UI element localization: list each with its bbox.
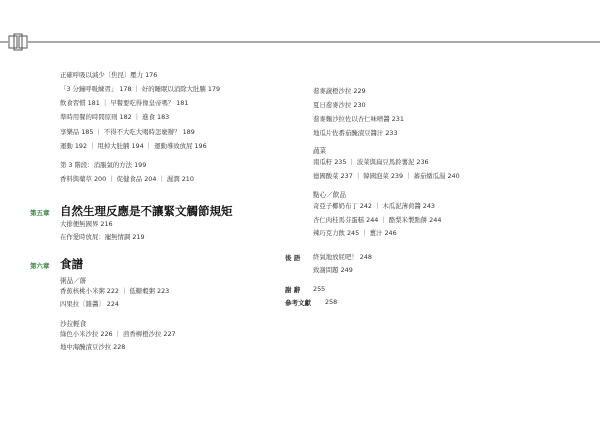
toc-entry[interactable]: 奇亞子椰奶布丁 242 ｜ 木瓜泥薄荷醬 243 <box>313 202 435 210</box>
toc-entry[interactable]: 地中海醃漬豆沙拉 228 <box>60 343 126 351</box>
toc-entry[interactable]: 準時用餐的時間原則 182 ｜ 進食 183 <box>60 113 170 121</box>
section-heading: 沙拉輕食 <box>60 320 87 328</box>
thanks-page: 255 <box>313 285 326 293</box>
chapter-5-label: 第五章 <box>30 209 50 217</box>
toc-entry[interactable]: 地瓜片佐番茄醃漬豆醬汁 233 <box>313 129 398 137</box>
toc-entry[interactable]: 蕎麥麵沙拉佐以杏仁味噌醬 231 <box>313 115 404 123</box>
header-ornament <box>0 33 600 51</box>
toc-entry[interactable]: 第 3 階段：消脹氣的方法 199 <box>60 161 147 169</box>
toc-entry[interactable]: 四果拉〔雜醬〕 224 <box>60 300 119 308</box>
section-heading: 蔬菜 <box>313 147 327 155</box>
toc-entry[interactable]: 辣巧克力飲 245 ｜ 薑汁 246 <box>313 229 397 237</box>
chapter-6-title[interactable]: 食譜 <box>60 257 83 271</box>
section-heading: 點心／飲品 <box>313 191 346 199</box>
references-label[interactable]: 參考文獻 <box>285 299 311 307</box>
section-heading: 粥品／餅 <box>60 277 87 285</box>
toc-entry[interactable]: 大排便無國界 216 <box>60 220 113 228</box>
chapter-5-title[interactable]: 自然生理反應是不讓緊文觸節規矩 <box>60 204 233 218</box>
afterword-label: 後 語 <box>285 254 301 262</box>
thanks-label[interactable]: 謝 辭 <box>285 286 301 294</box>
chapter-6-label: 第六章 <box>30 262 50 270</box>
toc-entry[interactable]: 正確呼吸以減少〔焦昆〕壓力 176 <box>60 71 158 79</box>
toc-entry[interactable]: 杏仁肉桂馬芬蛋糕 244 ｜ 酪梨米製點餅 244 <box>313 216 442 224</box>
toc-entry[interactable]: 香料與藥草 200 ｜ 促健食品 204 ｜ 濕潤 210 <box>60 175 194 183</box>
toc-entry[interactable]: 南瓜籽 235 ｜ 波菜與扁豆馬鈴薯泥 236 <box>313 158 429 166</box>
toc-entry[interactable]: 蕎麥蔬橙沙拉 229 <box>313 87 366 95</box>
toc-entry[interactable]: 「3 分鐘呼吸練習」 178 ｜ 好的睡眠以消除大肚腩 179 <box>60 85 221 93</box>
toc-entry[interactable]: 香蕉核桃小米粥 222 ｜ 低糖穀粥 223 <box>60 287 170 295</box>
toc-entry[interactable]: 飲食習慣 181 ｜ 早餐要吃得像皇帝嗎？ 181 <box>60 99 189 107</box>
toc-entry[interactable]: 夏日蕎麥沙拉 230 <box>313 101 366 109</box>
toc-entry[interactable]: 綠色小米沙拉 226 ｜ 茴香柳橙沙拉 227 <box>60 330 176 338</box>
toc-entry[interactable]: 運動 192 ｜ 甩掉大肚腩 194 ｜ 運動導致放屁 196 <box>60 142 207 150</box>
toc-entry[interactable]: 終氣地放屁吧！ 248 <box>313 253 372 261</box>
references-page: 258 <box>325 298 338 306</box>
toc-entry[interactable]: 享樂品 185 ｜ 不得不大吃大喝時怎麼辦？ 189 <box>60 128 195 136</box>
toc-entry[interactable]: 致謝問題 249 <box>313 266 353 274</box>
toc-entry[interactable]: 在作愛時放屁：寵無情調 219 <box>60 233 145 241</box>
toc-entry[interactable]: 德國酸菜 237 ｜ 韓國泡菜 239 ｜ 蕃茄燉瓜湯 240 <box>313 172 460 180</box>
